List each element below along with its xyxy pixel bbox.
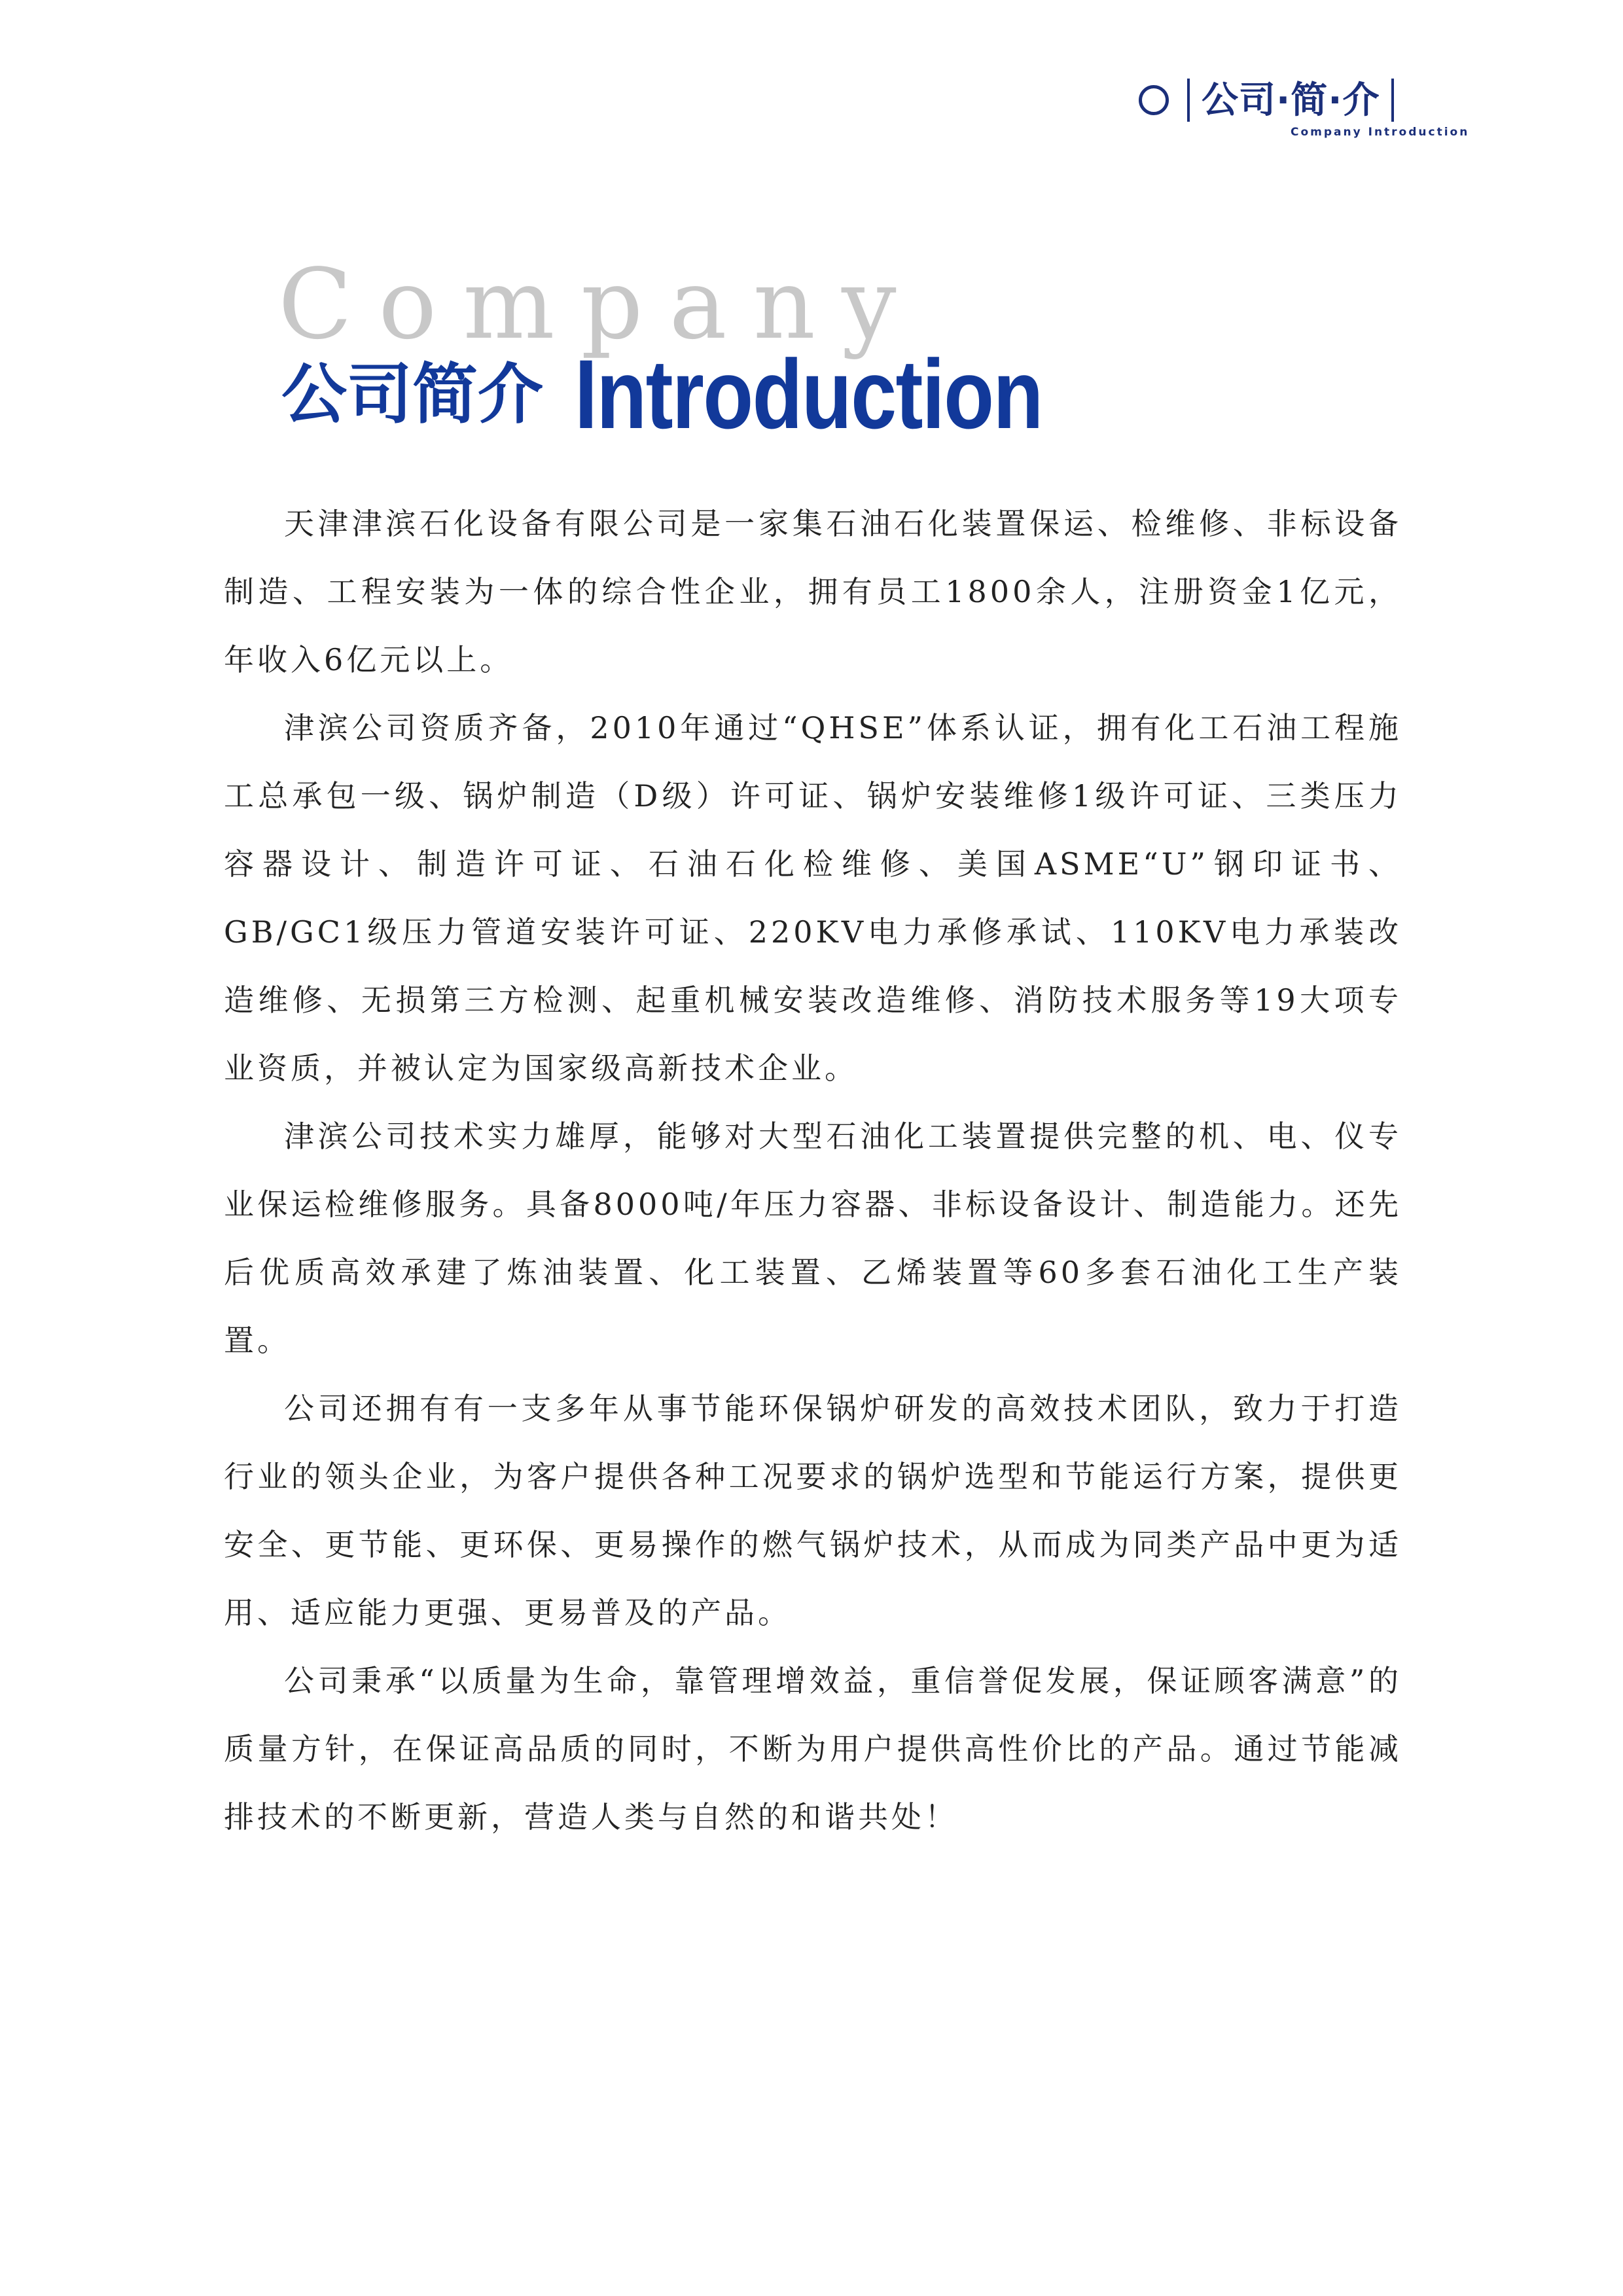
divider-bar-left	[1187, 79, 1190, 122]
section-title-chinese: 公司简介	[281, 356, 543, 433]
divider-bar-right	[1391, 79, 1394, 122]
page-header	[1139, 71, 1492, 143]
body-text	[224, 490, 1402, 1851]
paragraph-5: 公司秉承“以质量为生命，靠管理增效益，重信誉促发展，保证顾客满意”的质量方针，在保证高品质的同时，不断为用户提供高性价比的产品。通过节能减排技术的不断更新，营造人类与自然的和谐共处！	[224, 1663, 1402, 1835]
header-title: 公司·简·介	[1202, 79, 1380, 122]
paragraph-2: 津滨公司资质齐备，2010年通过“QHSE”体系认证，拥有化工石油工程施工总承包一级、锅炉制造（D级）许可证、锅炉安装维修1级许可证、三类压力容器设计、制造许可证、石油石化检维修、美国ASME“U”钢印证书、GB/GC1级压力管道安装许可证、220KV电力承修承试、110KV电力承装改造维修、无损第三方检测、起重机械安装改造维修、消防技术服务等19大项专业资质，并被认定为国家级高新技术企业。	[224, 710, 1402, 1086]
header-subtitle: Company Introduction	[1291, 126, 1470, 139]
paragraph-1: 天津津滨石化设备有限公司是一家集石油石化装置保运、检维修、非标设备制造、工程安装为一体的综合性企业，拥有员工1800余人，注册资金1亿元，年收入6亿元以上。	[224, 506, 1402, 677]
section-title-english-watermark: Company	[278, 248, 923, 361]
circle-icon	[1139, 85, 1169, 115]
paragraph-4: 公司还拥有有一支多年从事节能环保锅炉研发的高效技术团队，致力于打造行业的领头企业，为客户提供各种工况要求的锅炉选型和节能运行方案，提供更安全、更节能、更环保、更易操作的燃气锅炉技术，从而成为同类产品中更为适用、适应能力更强、更易普及的产品。	[224, 1391, 1402, 1630]
paragraph-3: 津滨公司技术实力雄厚，能够对大型石油化工装置提供完整的机、电、仪专业保运检维修服务。具备8000吨/年压力容器、非标设备设计、制造能力。还先后优质高效承建了炼油装置、化工装置、乙烯装置等60多套石油化工生产装置。	[224, 1119, 1402, 1358]
section-title-english-bold: Introduction	[575, 339, 1043, 449]
